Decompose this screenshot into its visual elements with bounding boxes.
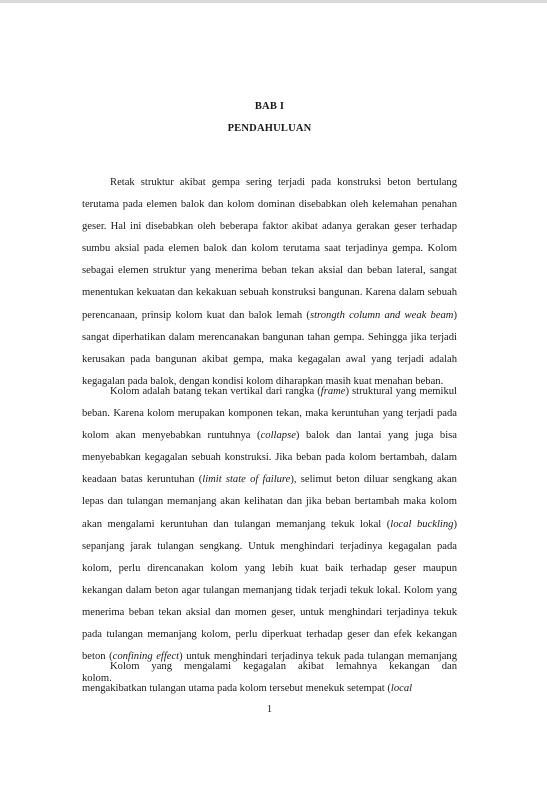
- text-run: Kolom adalah batang tekan vertikal dari rangka (: [110, 386, 321, 397]
- text-run: ) sepanjang jarak tulangan sengkang. Untuk menghindari terjadinya kegagalan pada kolom, perlu direncanakan kolom yang lebih kuat baik terhadap geser maupun kekangan dalam beton agar tulangan memanjang tidak terjadi tekuk lokal. Kolom yang menerima beban tekan aksial dan momen geser, untuk menghindari terjadinya tekuk pada tulangan memanjang kolom, perlu diperkuat terhadap geser dan efek kekangan beton (: [82, 518, 457, 663]
- chapter-label: BAB I: [254, 101, 285, 112]
- paragraph-2: [82, 381, 457, 690]
- page-number: 1: [266, 704, 273, 715]
- text-run: Kolom yang mengalami kegagalan akibat lemahnya kekangan dan mengakibatkan tulangan utama pada kolom tersebut menekuk setempat (: [82, 661, 457, 695]
- italic-term: limit state of failure: [202, 474, 291, 486]
- text-run: Retak struktur akibat gempa sering terjadi pada konstruksi beton bertulang terutama pada elemen balok dan kolom dominan disebabkan oleh kelemahan penahan geser. Hal ini disebabkan oleh beberapa faktor akibat adanya gerakan geser terhadap sumbu aksial pada elemen balok dan kolom terutama saat terjadinya gempa. Kolom sebagai elemen struktur yang menerima beban tekan aksial dan beban lateral, sangat menentukan kekuatan dan kekakuan sebuah konstruksi bangunan. Karena dalam sebuah perencanaan, prinsip kolom kuat dan balok lemah (: [82, 177, 457, 321]
- document-page: [82, 0, 457, 808]
- text-run: ) struktural yang memikul beban. Karena kolom merupakan komponen tekan, maka keruntuhan yang terjadi pada kolom akan menyebabkan runtuhnya (: [82, 386, 457, 442]
- text-run: ) untuk menghindari terjadinya tekuk pada tulangan memanjang kolom.: [82, 651, 457, 685]
- italic-term: collapse: [260, 430, 296, 442]
- text-run: ) sangat diperhatikan dalam merencanakan bangunan tahan gempa. Sehingga jika terjadi kerusakan pada bangunan akibat gempa, maka kegagalan awal yang terjadi adalah kegagalan pada balok, dengan kondisi kolom diharapkan masih kuat menahan beban.: [82, 309, 457, 387]
- paragraph-3: [82, 656, 457, 700]
- italic-term: strongth column and weak beam: [309, 309, 454, 321]
- italic-term: frame: [320, 386, 346, 397]
- italic-term: local buckling: [390, 518, 454, 530]
- text-run: ), selimut beton diluar sengkang akan lepas dan tulangan memanjang akan kelihatan dan jika beban bertambah maka kolom akan mengalami keruntuhan dan tulangan memanjang tekuk lokal (: [82, 474, 457, 530]
- text-run: ) balok dan lantai yang juga bisa menyebabkan kegagalan sebuah konstruksi. Jika beban pada kolom bertambah, dalam keadaan batas keruntuhan (: [82, 430, 457, 486]
- chapter-title: PENDAHULUAN: [227, 123, 312, 134]
- italic-term: confining effect: [112, 651, 180, 663]
- italic-term: local: [390, 683, 413, 695]
- paragraph-1: [82, 172, 457, 393]
